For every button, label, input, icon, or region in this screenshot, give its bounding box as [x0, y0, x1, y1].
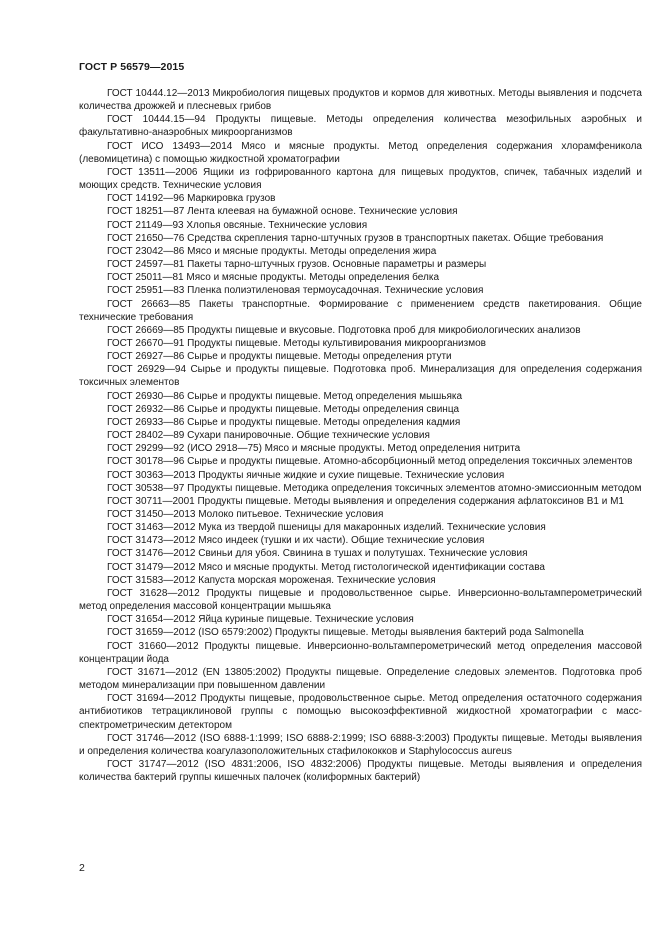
reference-entry: ГОСТ 21149—93 Хлопья овсяные. Технические условия: [107, 219, 368, 231]
reference-entry: ГОСТ 31628—2012 Продукты пищевые и продовольственное сырье. Инверсионно-вольтамперометрический метод определения массовой концентрации мышьяка: [79, 587, 642, 613]
reference-entry: ГОСТ 29299—92 (ИСО 2918—75) Мясо и мясные продукты. Метод определения нитрита: [107, 443, 521, 455]
reference-entry: ГОСТ 30711—2001 Продукты пищевые. Методы выявления и определения содержания афлатоксинов В1 и М1: [107, 495, 624, 507]
reference-entry: ГОСТ 31583—2012 Капуста морская мороженая. Технические условия: [107, 574, 436, 586]
reference-entry: ГОСТ 26663—85 Пакеты транспортные. Формирование с применением средств пакетирования. Общие технические требования: [79, 298, 642, 323]
reference-entry: ГОСТ 14192—96 Маркировка грузов: [107, 193, 276, 205]
reference-entry: ГОСТ 10444.12—2013 Микробиология пищевых продуктов и кормов для животных. Методы выявления и подсчета количества дрожжей и плесневых грибов: [79, 88, 642, 113]
page-number: 2: [79, 862, 85, 874]
reference-entry: ГОСТ 21650—76 Средства скрепления тарно-штучных грузов в транспортных пакетах. Общие требования: [107, 232, 604, 244]
reference-entry: ГОСТ 30178—96 Сырье и продукты пищевые. Атомно-абсорбционный метод определения токсичных элементов: [107, 456, 633, 468]
reference-entry: ГОСТ ИСО 13493—2014 Мясо и мясные продукты. Метод определения содержания хлорамфеникола (левомицетина) с помощью жидкостной хроматографии: [79, 140, 642, 165]
reference-entry: ГОСТ 31659—2012 (ISO 6579:2002) Продукты пищевые. Методы выявления бактерий рода Salmonella: [107, 627, 584, 639]
reference-entry: ГОСТ 23042—86 Мясо и мясные продукты. Методы определения жира: [107, 245, 437, 257]
document-header: ГОСТ Р 56579—2015: [79, 61, 185, 73]
reference-entry: ГОСТ 31450—2013 Молоко питьевое. Технические условия: [107, 509, 384, 520]
reference-entry: ГОСТ 26670—91 Продукты пищевые. Методы культивирования микроорганизмов: [107, 337, 486, 349]
reference-entry: ГОСТ 26932—86 Сырье и продукты пищевые. Методы определения свинца: [107, 403, 460, 415]
reference-entry: ГОСТ 30538—97 Продукты пищевые. Методика определения токсичных элементов атомно-эмиссионным методом: [107, 482, 642, 494]
reference-entry: ГОСТ 31476—2012 Свиньи для убоя. Свинина в тушах и полутушах. Технические условия: [107, 548, 528, 560]
reference-entry: ГОСТ 30363—2013 Продукты яичные жидкие и сухие пищевые. Технические условия: [107, 469, 505, 481]
references-list: [79, 87, 642, 784]
reference-entry: ГОСТ 25951—83 Пленка полиэтиленовая термоусадочная. Технические условия: [107, 285, 484, 297]
reference-entry: ГОСТ 25011—81 Мясо и мясные продукты. Методы определения белка: [107, 272, 440, 284]
reference-entry: ГОСТ 18251—87 Лента клеевая на бумажной основе. Технические условия: [107, 206, 458, 218]
reference-entry: ГОСТ 31671—2012 (EN 13805:2002) Продукты пищевые. Определение следовых элементов. Подготовка проб методом минерализации при повышенном давлении: [79, 666, 642, 692]
reference-entry: ГОСТ 31694—2012 Продукты пищевые, продовольственное сырье. Метод определения остаточного содержания антибиотиков тетрациклиновой группы с помощью высокоэффективной жидкостной хроматографии с масс-спектрометрическим детектором: [79, 693, 642, 731]
reference-entry: ГОСТ 31746—2012 (ISO 6888-1:1999; ISO 6888-2:1999; ISO 6888-3:2003) Продукты пищевые. Методы выявления и определения количества коагулазоположительных стафилококков и Staphylococcus aureus: [79, 732, 642, 757]
reference-entry: ГОСТ 31479—2012 Мясо и мясные продукты. Метод гистологической идентификации состава: [107, 561, 545, 573]
reference-entry: ГОСТ 31654—2012 Яйца куриные пищевые. Технические условия: [107, 614, 414, 626]
reference-entry: ГОСТ 31463—2012 Мука из твердой пшеницы для макаронных изделий. Технические условия: [107, 522, 546, 534]
reference-entry: ГОСТ 26929—94 Сырье и продукты пищевые. Подготовка проб. Минерализация для определения содержания токсичных элементов: [79, 364, 642, 389]
reference-entry: ГОСТ 26930—86 Сырье и продукты пищевые. Метод определения мышьяка: [107, 390, 463, 402]
reference-entry: ГОСТ 31660—2012 Продукты пищевые. Инверсионно-вольтамперометрический метод определения массовой концентрации йода: [79, 640, 642, 665]
reference-entry: ГОСТ 26669—85 Продукты пищевые и вкусовые. Подготовка проб для микробиологических анализов: [107, 324, 581, 336]
reference-entry: ГОСТ 13511—2006 Ящики из гофрированного картона для пищевых продуктов, спичек, табачных изделий и моющих средств. Технические условия: [79, 166, 642, 192]
reference-entry: ГОСТ 26933—86 Сырье и продукты пищевые. Методы определения кадмия: [107, 416, 461, 428]
reference-entry: ГОСТ 26927—86 Сырье и продукты пищевые. Методы определения ртути: [107, 351, 452, 363]
reference-entry: ГОСТ 24597—81 Пакеты тарно-штучных грузов. Основные параметры и размеры: [107, 259, 487, 271]
reference-entry: ГОСТ 10444.15—94 Продукты пищевые. Методы определения количества мезофильных аэробных и факультативно-анаэробных микроорганизмов: [79, 114, 642, 139]
reference-entry: ГОСТ 31747—2012 (ISO 4831:2006, ISO 4832:2006) Продукты пищевые. Методы выявления и определения количества бактерий группы кишечных палочек (колиформных бактерий): [79, 758, 642, 784]
reference-entry: ГОСТ 31473—2012 Мясо индеек (тушки и их части). Общие технические условия: [107, 535, 485, 547]
reference-entry: ГОСТ 28402—89 Сухари панировочные. Общие технические условия: [107, 430, 430, 442]
